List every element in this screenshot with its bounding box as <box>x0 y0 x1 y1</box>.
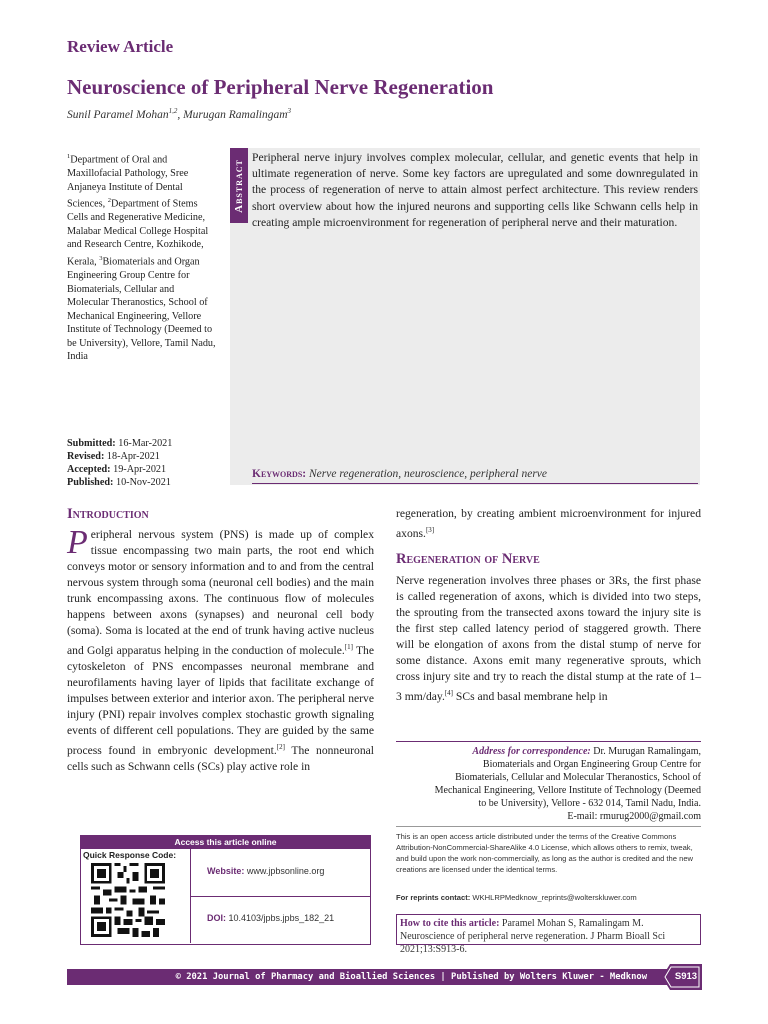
email-line: E-mail: rmurug2000@gmail.com <box>567 811 701 822</box>
citation-sup: [1] <box>344 643 353 651</box>
citation-sup: [4] <box>444 689 454 697</box>
affil-sup: 2 <box>107 197 111 205</box>
correspondence-label: Address for correspondence: <box>472 746 591 757</box>
dropcap: P <box>67 524 88 561</box>
article-dates <box>67 437 227 489</box>
affil-sup: 1 <box>67 153 71 160</box>
abstract-label: Abstract <box>233 158 245 213</box>
license-text: This is an open access article distributed under the terms of the Creative Commons Attribution-NonCommercial-ShareAlike 4.0 License, which allows others to remix, tweak, and build upon the work non-commercially, as long as the author is credited and the new creations are licensed under the identical terms. <box>396 832 694 874</box>
date-row <box>67 463 227 476</box>
cite-value: Paramel Mohan S, Ramalingam M. Neuroscience of peripheral nerve regeneration. J Pharm Bioall Sci 2021;13:S913-6. <box>400 918 666 955</box>
doi-link[interactable]: 10.4103/jpbs.jpbs_182_21 <box>228 913 335 923</box>
reprints-label: For reprints contact: <box>396 893 471 902</box>
paragraph-text: regeneration, by creating ambient microenvironment for injured axons. <box>396 507 701 540</box>
introduction-text <box>67 524 374 775</box>
website-row <box>207 866 324 876</box>
affil-sup: 3 <box>99 254 103 262</box>
doi-row <box>207 913 334 923</box>
date-value: 18-Apr-2021 <box>106 451 160 462</box>
cite-label: How to cite this article: <box>400 918 500 929</box>
address-line: Biomaterials and Organ Engineering Group Centre for <box>482 759 701 770</box>
website-label: Website: <box>207 866 245 876</box>
date-value: 16-Mar-2021 <box>118 438 173 449</box>
date-row <box>67 450 227 463</box>
paragraph-text: eripheral nervous system (PNS) is made up of complex tissue encompassing two main parts, the root end which conveys motor or sensory information and to and from the central nervous system through soma (neuronal cell bodies) and the main trunk encompassing axons. The continuous flow of molecules happens between axons (synapses) and neuronal cell body (soma). Soma is located at the end of trunk having active nucleus and Golgi apparatus helping in the conduction of molecule. <box>67 528 374 657</box>
author-name: Murugan Ramalingam <box>183 108 288 121</box>
affiliation: Department of Oral and Maxillofacial Pathology, Sree Anjaneya Institute of Dental Sciences, <box>67 154 189 210</box>
paragraph-text: SCs and basal membrane help in <box>453 689 608 703</box>
reprints-email: WKHLRPMedknow_reprints@wolterskluwer.com <box>472 893 637 902</box>
keywords-divider <box>252 483 698 484</box>
address-line: to be University), Vellore - 632 014, Tamil Nadu, India. <box>478 798 701 809</box>
correspondence-divider <box>396 741 701 742</box>
footer-text: © 2021 Journal of Pharmacy and Bioallied Sciences | Published by Wolters Kluwer - Medknow <box>175 972 647 982</box>
date-row <box>67 476 227 489</box>
website-link[interactable]: www.jpbsonline.org <box>246 866 325 876</box>
introduction-continued <box>396 506 701 542</box>
date-label: Revised: <box>67 451 105 462</box>
date-label: Accepted: <box>67 464 111 475</box>
date-value: 19-Apr-2021 <box>113 464 167 475</box>
access-divider <box>190 896 370 897</box>
paragraph-text: The cytoskeleton of PNS encompasses neuronal membrane and neurofilaments having layer of lipids that facilitate exchange of impulses between exterior and interior axon. The peripheral nerve injury (PNI) repair involves complex stochastic growth signaling events of different cell populations. They are guided by the same process found in embryonic development. <box>67 643 374 757</box>
author-list: Sunil Paramel Mohan$^{1,2}$, Murugan Ramalingam$^3$ <box>67 107 292 121</box>
introduction-heading: Introduction <box>67 506 149 522</box>
address-line: Mechanical Engineering, Vellore Institute of Technology (Deemed <box>434 785 701 796</box>
date-row <box>67 437 227 450</box>
regeneration-text <box>396 573 701 705</box>
paper-title: Neuroscience of Peripheral Nerve Regeneration <box>67 75 494 99</box>
keywords-value: Nerve regeneration, neuroscience, peripheral nerve <box>309 468 548 480</box>
reprints-contact <box>396 893 701 902</box>
abstract-tab <box>230 148 248 223</box>
correspondence-address <box>396 745 701 823</box>
affiliation: Biomaterials and Organ Engineering Group Centre for Biomaterials, Cellular and Molecular Theranostics, School of Mechanical Engineering, Vellore Institute of Technology (Deemed to be University), Vellore, Tamil Nadu, India <box>67 256 216 363</box>
author-affil-sup: 1,2 <box>168 107 178 115</box>
abstract-text: Peripheral nerve injury involves complex molecular, cellular, and genetic events that help in ultimate regeneration of nerve. Some key factors are upregulated and some downregulated in the process of regeneration of nerve to attain almost perfect architecture. This review renders short overview about how the injured neurons and supporting cells like Schwann cells help in creating ample microenvironment for regeneration of peripheral nerve and their maturation. <box>252 151 698 229</box>
section-label: Review Article <box>67 37 174 56</box>
author-affil-sup: 3 <box>287 107 292 115</box>
regeneration-heading: Regeneration of Nerve <box>396 551 540 567</box>
citation-sup: [2] <box>276 742 285 751</box>
address-line: Dr. Murugan Ramalingam, <box>593 746 701 757</box>
paragraph-text: Nerve regeneration involves three phases or 3Rs, the first phase is called regeneration of axons, which is divided into two steps, the sprouting from the transected axons toward the injury site is the first step called latency period of staggered growth. There will be elongation of axons from the distal stump of nerve for some distance. Axons emit many regenerative sprouts, which cross injury site and try to reach the distal stump at the rate of 1–3 mm/day. <box>396 574 701 703</box>
license-divider <box>396 826 701 827</box>
keywords <box>252 468 698 480</box>
qr-label: Quick Response Code: <box>83 850 177 860</box>
affiliation: Department of Stems Cells and Regenerative Medicine, Malabar Medical College Hospital and Research Centre, Kozhikode, Kerala, <box>67 198 209 268</box>
address-line: Biomaterials, Cellular and Molecular Theranostics, School of <box>455 772 701 783</box>
affiliations <box>67 150 217 364</box>
qr-code-icon[interactable] <box>91 863 165 937</box>
access-header: Access this article online <box>80 835 371 849</box>
doi-label: DOI: <box>207 913 226 923</box>
keywords-label: Keywords: <box>252 468 307 480</box>
citation-text <box>400 917 696 956</box>
date-label: Published: <box>67 477 114 488</box>
page-number: S913 <box>674 971 698 982</box>
date-label: Submitted: <box>67 438 116 449</box>
citation-sup: [3] <box>425 526 435 534</box>
paragraph-text: The nonneuronal cells such as Schwann cells (SCs) play active role in <box>67 743 374 773</box>
date-value: 10-Nov-2021 <box>115 477 171 488</box>
author-name: Sunil Paramel Mohan <box>67 108 169 121</box>
